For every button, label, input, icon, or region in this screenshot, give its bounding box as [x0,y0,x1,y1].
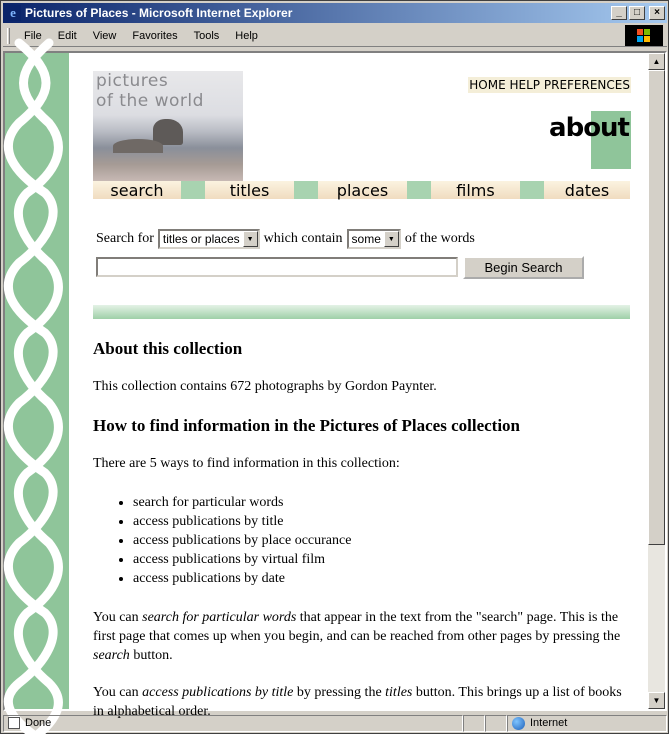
page-title: about [549,113,629,143]
status-pane [3,715,463,732]
search-input[interactable] [96,257,458,277]
menu-help[interactable]: Help [235,29,258,42]
field-select[interactable] [158,229,260,249]
how-to-heading: How to find information in the Pictures of Places collection [93,416,520,435]
list-item: • access publications by place occurance [133,531,351,550]
toolbar-grip[interactable] [7,28,10,44]
maximize-button[interactable]: □ [629,6,645,20]
scroll-thumb[interactable] [648,70,665,545]
emphasis: search for particular words [142,610,297,625]
dropdown-arrow-icon: ▼ [384,231,399,247]
nav-gap [294,181,318,199]
status-pane [463,715,485,732]
nav-films[interactable]: films [431,181,520,199]
search-help-paragraph [93,608,633,665]
of-the-words-label: of the words [404,231,475,246]
header-photo [93,71,243,181]
preferences-link[interactable]: PREFERENCES [543,78,630,92]
nav-gap [520,181,544,199]
text-run: button. [129,648,173,663]
top-links [468,77,631,93]
text-run: You can [93,610,143,625]
about-heading: About this collection [93,339,243,358]
zone-text: Internet [530,717,568,729]
list-item: • access publications by title [133,512,351,531]
ways-list [115,493,351,588]
nav-search[interactable]: search [93,181,181,199]
window-title: Pictures of Places - Microsoft Internet Explorer [25,6,293,20]
home-link[interactable]: HOME [469,78,506,92]
status-pane [485,715,507,732]
emphasis: search [93,648,130,663]
emphasis: titles [385,685,413,700]
celtic-border-pattern [5,53,69,709]
ie-logo-icon: e [5,5,21,21]
list-item: • access publications by virtual film [133,550,351,569]
nav-bar [93,181,630,199]
begin-search-button[interactable]: Begin Search [463,256,584,279]
search-form-row [96,229,475,249]
title-bar[interactable] [3,3,667,23]
nav-gap [181,181,205,199]
menu-tools[interactable]: Tools [193,29,220,42]
logo-text-line2: of the world [96,91,204,111]
nav-gap [407,181,431,199]
close-button[interactable]: × [649,6,665,20]
menu-bar [3,25,667,47]
logo-text-line1: pictures [96,71,169,91]
text-run: button. This brings up a list of books in alphabetical order. [93,685,622,719]
scroll-down-icon[interactable]: ▼ [648,692,665,709]
shore-shape [113,139,163,153]
help-link[interactable]: HELP [509,78,541,92]
page-icon [8,717,20,729]
scroll-up-icon[interactable]: ▲ [648,53,665,70]
section-divider [93,305,630,319]
windows-logo-icon [625,25,663,46]
status-text: Done [25,717,52,729]
nav-titles[interactable]: titles [205,181,294,199]
menu-favorites[interactable]: Favorites [132,29,178,42]
text-run: that appear in the text from the "search" page. This is the first page that comes up when you begin, and can be reached from other pages by pressing the [93,610,621,644]
menu-file[interactable]: File [24,29,42,42]
which-contain-label: which contain [263,231,343,246]
status-bar [3,713,667,733]
list-item: • access publications by date [133,569,351,588]
globe-icon [512,717,525,730]
search-for-label: Search for [96,231,154,246]
page-viewport [3,51,667,719]
vertical-scrollbar[interactable] [648,53,665,709]
match-select[interactable] [347,229,401,249]
nav-places[interactable]: places [318,181,407,199]
minimize-button[interactable]: _ [611,6,627,20]
text-run: by pressing the [293,685,386,700]
text-run: You can [93,685,143,700]
dropdown-arrow-icon: ▼ [243,231,258,247]
menu-view[interactable]: View [92,29,117,42]
ways-paragraph: There are 5 ways to find information in this collection: [93,456,400,471]
list-item: • search for particular words [133,493,351,512]
field-select-value: titles or places [162,232,240,246]
match-select-value: some [351,232,381,246]
page-content [93,53,633,719]
emphasis: access publications by title [142,685,294,700]
nav-dates[interactable]: dates [544,181,630,199]
about-paragraph: This collection contains 672 photographs by Gordon Paynter. [93,379,437,394]
menu-edit[interactable]: Edit [57,29,77,42]
zone-pane [507,715,667,732]
